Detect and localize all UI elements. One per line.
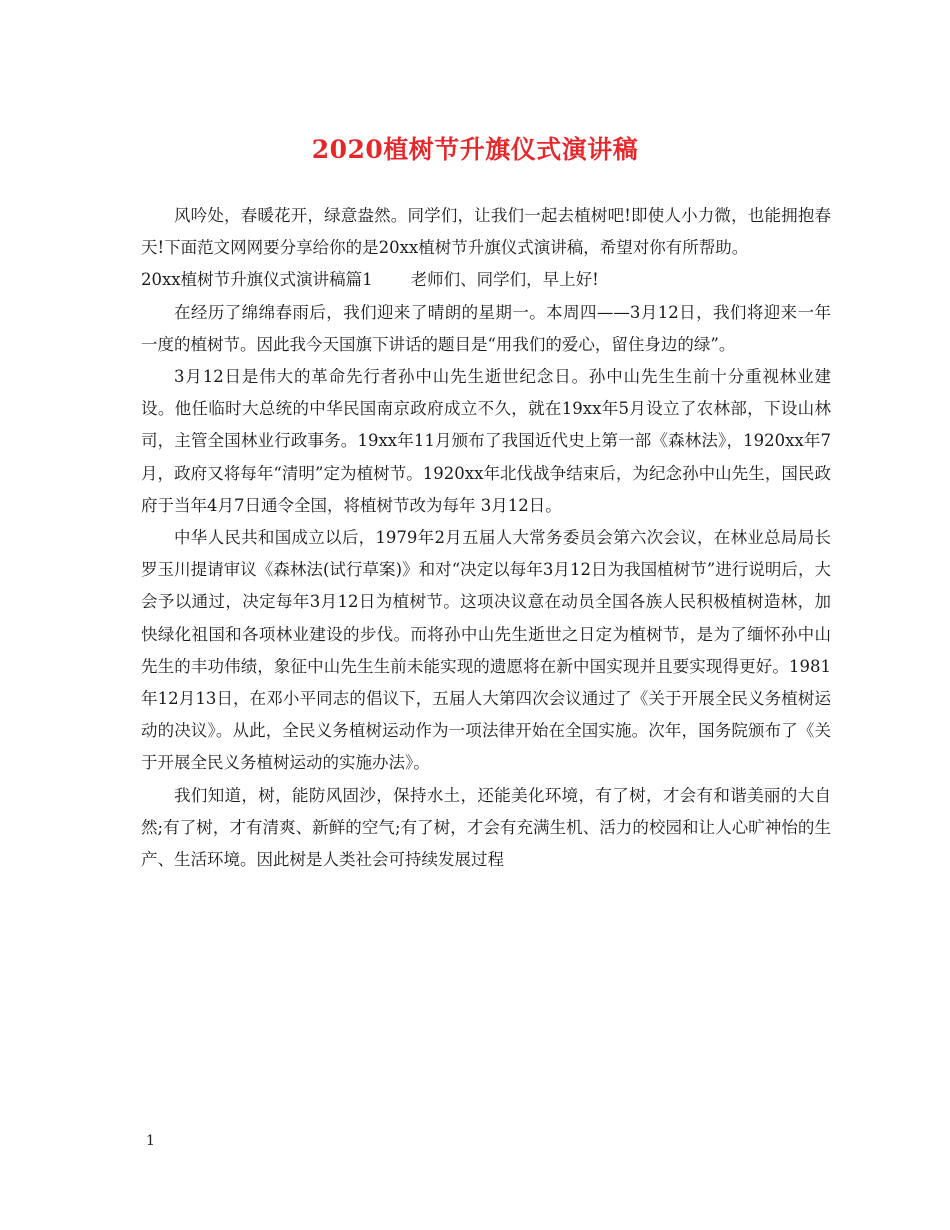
document-title: 2020植树节升旗仪式演讲稿 bbox=[311, 135, 639, 164]
paragraph-4: 我们知道，树，能防风固沙，保持水土，还能美化环境，有了树，才会有和谐美丽的大自然;有了树，才有清爽、新鲜的空气;有了树，才会有充满生机、活力的校园和让人心旷神怡的生产、生活环境。因此树是人类社会可持续发展过程 bbox=[141, 785, 831, 870]
greeting: 老师们、同学们，早上好! bbox=[410, 270, 599, 290]
paragraph-3: 中华人民共和国成立以后，1979年2月五届人大常务委员会第六次会议，在林业总局局长罗玉川提请审议《森林法(试行草案)》和对“决定以每年3月12日为我国植树节”进行说明后，大会予以通过，决定每年3月12日为植树节。这项决议意在动员全国各族人民积极植树造林，加快绿化祖国和各项林业建设的步伐。而将孙中山先生逝世之日定为植树节，是为了缅怀孙中山先生的丰功伟绩，象征中山先生生前未能实现的遗愿将在新中国实现并且要实现得更好。1981年12月13日，在邓小平同志的倡议下，五届人大第四次会议通过了《关于开展全民义务植树运动的决议》。从此，全民义务植树运动作为一项法律开始在全国实施。次年，国务院颁布了《关于开展全民义务植树运动的实施办法》。 bbox=[141, 528, 831, 773]
page-number: 1 bbox=[146, 1133, 155, 1149]
paragraph-2: 3月12日是伟大的革命先行者孙中山先生逝世纪念日。孙中山先生生前十分重视林业建设。他任临时大总统的中华民国南京政府成立不久，就在19xx年5月设立了农林部，下设山林司，主管全国林业行政事务。19xx年11月颁布了我国近代史上第一部《森林法》，1920xx年7月，政府又将每年“清明”定为植树节。1920xx年北伐战争结束后，为纪念孙中山先生，国民政府于当年4月7日通令全国，将植树节改为每年 3月12日。 bbox=[141, 367, 831, 515]
document-body bbox=[141, 200, 831, 876]
section-heading: 20xx植树节升旗仪式演讲稿篇1 bbox=[141, 270, 373, 290]
section-heading-line bbox=[141, 264, 831, 296]
paragraph-1: 在经历了绵绵春雨后，我们迎来了晴朗的星期一。本周四——3月12日，我们将迎来一年一度的植树节。因此我今天国旗下讲话的题目是“用我们的爱心，留住身边的绿”。 bbox=[141, 302, 831, 354]
intro-paragraph: 风吟处，春暖花开，绿意盎然。同学们，让我们一起去植树吧!即使人小力微，也能拥抱春天!下面范文网网要分享给你的是20xx植树节升旗仪式演讲稿，希望对你有所帮助。 bbox=[141, 206, 831, 258]
